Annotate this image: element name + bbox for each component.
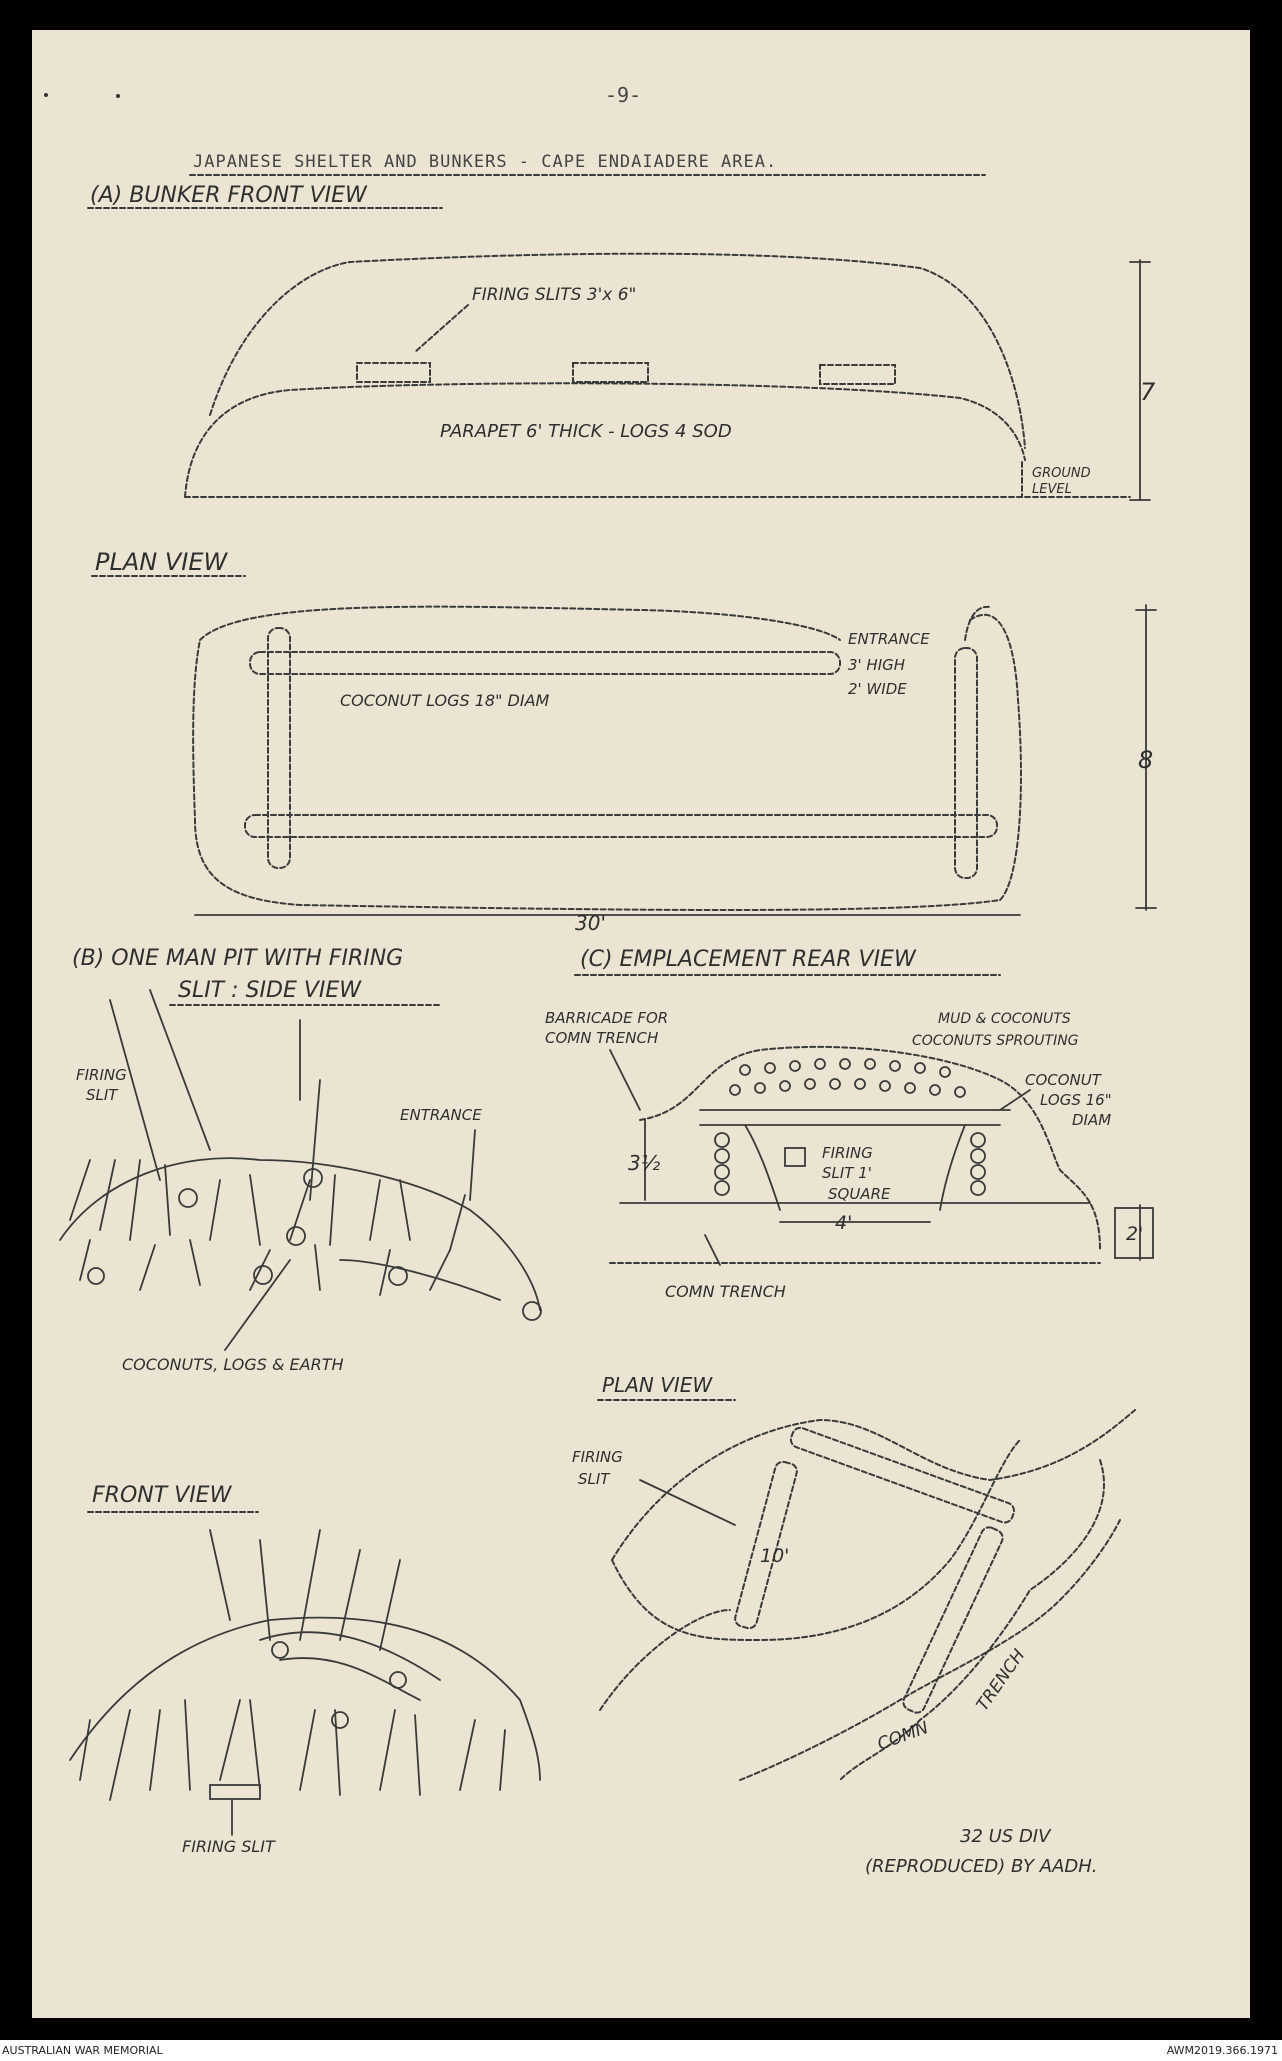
- barricade-2: COMN TRENCH: [545, 1029, 659, 1047]
- plan-c-trench-2: TRENCH: [972, 1645, 1030, 1715]
- mud-1: MUD & COCONUTS: [938, 1011, 1071, 1027]
- parapet-label: PARAPET 6' THICK - LOGS 4 SOD: [440, 421, 732, 442]
- plan-a-entrance-flap: [965, 607, 990, 640]
- plan-a-entrance-3: 2' WIDE: [848, 680, 907, 698]
- section-b-title-1: (B) ONE MAN PIT WITH FIRING: [72, 946, 404, 971]
- firing-slit-left: [357, 363, 430, 382]
- credit-line-1: 32 US DIV: [960, 1826, 1051, 1847]
- plan-view-c-title: PLAN VIEW: [602, 1373, 713, 1397]
- c-firing-slit-1: FIRING: [822, 1144, 873, 1162]
- mud-2: COCONUTS SPROUTING: [912, 1033, 1079, 1049]
- plan-c-firing-pointer: [640, 1480, 735, 1525]
- bunker-height: 7: [1140, 378, 1156, 406]
- ground-level-line1: GROUND: [1032, 466, 1091, 481]
- section-b-title-2: SLIT : SIDE VIEW: [178, 978, 362, 1003]
- c-height: 3½: [628, 1151, 661, 1175]
- pit-firing-slit-2: SLIT: [86, 1086, 118, 1104]
- pit-entrance-pointer: [470, 1130, 475, 1200]
- pit-entrance-label: ENTRANCE: [400, 1106, 482, 1124]
- log-right: [955, 648, 977, 878]
- front-view-sketch: [70, 1530, 540, 1800]
- plan-c-length: 10': [760, 1545, 790, 1567]
- plan-a-width: 8: [1138, 746, 1154, 774]
- plan-a-entrance-2: 3' HIGH: [848, 656, 906, 674]
- page-number: -9-: [605, 83, 642, 107]
- page-heading: JAPANESE SHELTER AND BUNKERS - CAPE ENDAIADERE AREA.: [193, 152, 778, 172]
- log-top: [250, 652, 840, 674]
- pit-side-sketch: [60, 990, 541, 1320]
- plan-c-trench-1: COMN: [874, 1717, 932, 1755]
- barricade-pointer: [610, 1050, 640, 1110]
- firing-slits-label: FIRING SLITS 3'x 6": [472, 285, 637, 305]
- c-logs-3: DIAM: [1072, 1111, 1112, 1129]
- plan-a-logs-label: COCONUT LOGS 18" DIAM: [340, 691, 550, 710]
- pit-firing-slit-1: FIRING: [76, 1066, 127, 1084]
- ground-level-line2: LEVEL: [1032, 482, 1072, 497]
- c-logs-2: LOGS 16": [1040, 1091, 1112, 1109]
- front-view-title: FRONT VIEW: [92, 1483, 232, 1508]
- speck-right: [116, 94, 120, 98]
- c-logs-1: COCONUT: [1025, 1071, 1101, 1089]
- firing-slits-pointer: [415, 305, 468, 352]
- firing-slit-right: [820, 365, 895, 384]
- c-firing-slit-3: SQUARE: [828, 1185, 891, 1203]
- c-width: 4': [835, 1212, 853, 1234]
- plan-c-firing-1: FIRING: [572, 1448, 623, 1466]
- credit-line-2: (REPRODUCED) BY AADH.: [865, 1856, 1098, 1877]
- bunker-outline: [210, 254, 1025, 448]
- log-bottom: [245, 815, 997, 837]
- plan-c-sketch: [600, 1410, 1135, 1780]
- section-c-title: (C) EMPLACEMENT REAR VIEW: [580, 947, 916, 972]
- firing-slit-center: [573, 363, 648, 382]
- plan-a-length: 30': [575, 911, 606, 935]
- speck-left: [44, 93, 48, 97]
- barricade-1: BARRICADE FOR: [545, 1009, 669, 1027]
- footer-accession: AWM2019.366.1971: [1166, 2044, 1278, 2057]
- c-depth: 2': [1126, 1223, 1144, 1245]
- plan-c-firing-2: SLIT: [578, 1470, 610, 1488]
- section-a-title: (A) BUNKER FRONT VIEW: [90, 183, 367, 208]
- footer-institution: AUSTRALIAN WAR MEMORIAL: [2, 2044, 163, 2057]
- pit-materials-label: COCONUTS, LOGS & EARTH: [122, 1355, 344, 1374]
- plan-a-entrance-1: ENTRANCE: [848, 630, 930, 648]
- c-firing-slit-2: SLIT 1': [822, 1164, 872, 1182]
- c-comn-trench: COMN TRENCH: [665, 1282, 786, 1301]
- log-left: [268, 628, 290, 868]
- plan-view-a-title: PLAN VIEW: [95, 548, 228, 576]
- image-footer: [0, 2040, 1282, 2061]
- front-view-firing-slit: FIRING SLIT: [182, 1837, 275, 1856]
